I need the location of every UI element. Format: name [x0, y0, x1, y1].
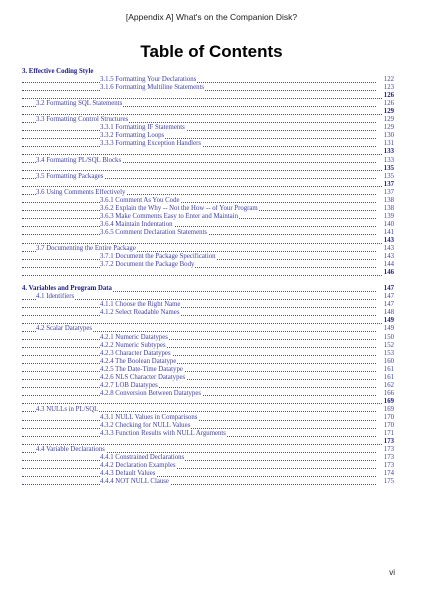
dot-leader — [22, 299, 376, 300]
toc-entry-page: 166 — [383, 389, 394, 397]
toc-entry-title: 4. Variables and Program Data — [22, 285, 112, 293]
dot-leader — [22, 98, 394, 99]
toc-separator-link[interactable] — [22, 108, 394, 116]
toc-entry-page: 170 — [383, 422, 394, 430]
toc-entry-page: 170 — [383, 413, 394, 421]
toc-entry[interactable] — [22, 446, 394, 454]
toc-entry-page: 135 — [383, 172, 394, 180]
toc-entry[interactable] — [22, 245, 394, 253]
dot-leader — [22, 82, 376, 83]
toc-entry-page: 150 — [383, 333, 394, 341]
toc-entry[interactable] — [22, 342, 394, 350]
toc-entry-title: 4.4.4 NOT NULL Clause — [100, 478, 169, 486]
dot-leader — [22, 315, 376, 316]
toc-entry-page: 175 — [383, 478, 394, 486]
page-number: vi — [389, 568, 395, 577]
toc-entry-title: 3.3.2 Formatting Loops — [100, 132, 165, 140]
toc-entry-title: 3.1.5 Formatting Your Declarations — [100, 76, 197, 84]
toc-entry-page: 141 — [383, 228, 394, 236]
toc-entry-page: 130 — [383, 132, 394, 140]
dot-leader — [22, 444, 394, 445]
toc-entry[interactable] — [22, 390, 394, 398]
toc-entry[interactable] — [22, 478, 394, 486]
dot-leader — [22, 243, 394, 244]
toc-entry-title: 4.2.2 Numeric Subtypes — [100, 341, 166, 349]
toc-entry-title: 3.3.1 Formatting IF Statements — [100, 124, 185, 132]
toc-entry[interactable] — [22, 205, 394, 213]
toc-entry-page: 123 — [383, 84, 394, 92]
toc-entry-page: 148 — [383, 309, 394, 317]
dot-leader — [22, 339, 376, 340]
dot-leader — [22, 170, 394, 171]
toc-entry[interactable] — [22, 197, 394, 205]
toc-entry-title: 4.3 NULLs in PL/SQL — [36, 405, 99, 413]
toc-entry-title: 3.3.3 Formatting Exception Handlers — [100, 140, 201, 148]
toc-entry-title: 3.6.2 Explain the Why -- Not the How -- of Your Program — [100, 204, 258, 212]
dot-leader — [22, 355, 376, 356]
toc-entry[interactable] — [22, 253, 394, 261]
toc-entry-page: 146 — [383, 269, 394, 277]
running-header: [Appendix A] What's on the Companion Disk? — [125, 12, 298, 22]
toc-entry-title: 3.2 Formatting SQL Statements — [36, 100, 123, 108]
toc-entry-title: 4.4.1 Constrained Declarations — [100, 454, 185, 462]
dot-leader — [22, 428, 376, 429]
toc-entry-page: 122 — [383, 76, 394, 84]
toc-entry-title: 4.1.2 Select Readable Names — [100, 309, 180, 317]
toc-entry[interactable] — [22, 334, 394, 342]
toc-separator-link[interactable] — [22, 92, 394, 100]
toc-entry-page: 160 — [383, 357, 394, 365]
toc-entry-page: 138 — [383, 204, 394, 212]
dot-leader — [22, 363, 376, 364]
dot-leader — [22, 275, 394, 276]
toc-entry[interactable] — [22, 132, 394, 140]
toc-entry-page: 133 — [383, 156, 394, 164]
toc-separator-link[interactable] — [22, 181, 394, 189]
toc-entry-page: 174 — [383, 470, 394, 478]
toc-entry[interactable] — [22, 366, 394, 374]
toc-entry[interactable] — [22, 157, 394, 165]
toc-entry[interactable] — [22, 68, 394, 76]
toc-entry-title: 3.3 Formatting Control Structures — [36, 116, 129, 124]
toc-entry-title: 3.7 Documenting the Entire Package — [36, 245, 136, 253]
toc-entry-title: 4.3.2 Checking for NULL Values — [100, 422, 191, 430]
table-of-contents — [22, 68, 394, 486]
toc-separator-link[interactable] — [22, 317, 394, 325]
toc-entry-title: 3.6.5 Comment Declaration Statements — [100, 228, 208, 236]
toc-entry-title: 3.6.3 Make Comments Easy to Enter and Maintain — [100, 212, 238, 220]
dot-leader — [22, 307, 376, 308]
toc-entry-page: 169 — [383, 397, 394, 405]
toc-entry[interactable] — [22, 76, 394, 84]
toc-entry-title: 3.1.6 Formatting Multiline Statements — [100, 84, 205, 92]
toc-entry-title: 4.2.5 The Date-Time Datatype — [100, 365, 183, 373]
toc-entry[interactable] — [22, 84, 394, 92]
toc-entry-title: 4.4.3 Default Values — [100, 470, 156, 478]
toc-entry[interactable] — [22, 116, 394, 124]
toc-entry-page: 173 — [383, 438, 394, 446]
toc-entry[interactable] — [22, 382, 394, 390]
page-title: Table of Contents — [140, 42, 283, 61]
toc-entry-title: 3. Effective Coding Style — [22, 68, 94, 75]
toc-entry-page: 126 — [383, 92, 394, 100]
dot-leader — [22, 484, 376, 485]
toc-entry-title: 4.1 Identifiers — [36, 293, 75, 301]
toc-entry[interactable] — [22, 173, 394, 181]
toc-entry-page: 173 — [383, 454, 394, 462]
toc-entry-page: 173 — [383, 446, 394, 454]
toc-entry-page: 139 — [383, 212, 394, 220]
toc-separator-link[interactable] — [22, 237, 394, 245]
toc-entry-title: 3.5 Formatting Packages — [36, 172, 104, 180]
toc-entry-title: 3.7.1 Document the Package Specification — [100, 253, 216, 261]
toc-entry[interactable] — [22, 350, 394, 358]
toc-entry-page: 143 — [383, 236, 394, 244]
toc-separator-link[interactable] — [22, 398, 394, 406]
toc-entry[interactable] — [22, 358, 394, 366]
toc-entry-title: 3.7.2 Document the Package Body — [100, 261, 195, 269]
toc-entry[interactable] — [22, 140, 394, 148]
toc-entry[interactable] — [22, 374, 394, 382]
toc-entry[interactable] — [22, 285, 394, 293]
dot-leader — [22, 267, 376, 268]
toc-entry-page: 152 — [383, 341, 394, 349]
toc-entry-page: 161 — [383, 365, 394, 373]
toc-entry[interactable] — [22, 309, 394, 317]
toc-entry-page: 153 — [383, 349, 394, 357]
toc-entry-title: 4.2.6 NLS Character Datatypes — [100, 373, 186, 381]
toc-entry-page: 129 — [383, 108, 394, 116]
toc-entry-title: 3.6 Using Comments Effectively — [36, 188, 126, 196]
toc-entry-page: 133 — [383, 148, 394, 156]
toc-entry-page: 149 — [383, 325, 394, 333]
toc-entry-title: 4.2.1 Numeric Datatypes — [100, 333, 168, 341]
dot-leader — [22, 403, 394, 404]
toc-entry[interactable] — [22, 189, 394, 197]
toc-entry-page: 171 — [383, 430, 394, 438]
dot-leader — [22, 460, 376, 461]
dot-leader — [22, 476, 376, 477]
toc-separator-link[interactable] — [22, 269, 394, 277]
dot-leader — [22, 347, 376, 348]
toc-separator-link[interactable] — [22, 165, 394, 173]
toc-entry[interactable] — [22, 229, 394, 237]
toc-entry-page: 143 — [383, 245, 394, 253]
toc-entry-page: 147 — [383, 301, 394, 309]
dot-leader — [22, 154, 394, 155]
toc-entry-title: 4.2 Scalar Datatypes — [36, 325, 93, 333]
toc-entry-page: 169 — [383, 405, 394, 413]
toc-entry[interactable] — [22, 100, 394, 108]
dot-leader — [22, 468, 376, 469]
toc-entry-title: 3.6.4 Maintain Indentation — [100, 220, 173, 228]
dot-leader — [22, 371, 376, 372]
dot-leader — [22, 379, 376, 380]
toc-entry-title: 3.6.1 Comment As You Code — [100, 196, 180, 204]
toc-entry[interactable] — [22, 124, 394, 132]
dot-leader — [22, 130, 376, 131]
toc-entry[interactable] — [22, 454, 394, 462]
toc-separator-link[interactable] — [22, 148, 394, 156]
toc-entry-title: 4.2.3 Character Datatypes — [100, 349, 171, 357]
toc-entry[interactable] — [22, 213, 394, 221]
toc-entry[interactable] — [22, 406, 394, 414]
dot-leader — [22, 226, 376, 227]
toc-entry-page: 129 — [383, 124, 394, 132]
toc-entry[interactable] — [22, 325, 394, 333]
toc-entry[interactable] — [22, 261, 394, 269]
toc-entry-page: 161 — [383, 373, 394, 381]
dot-leader — [22, 420, 376, 421]
toc-entry-title: 4.2.8 Conversion Between Datatypes — [100, 389, 201, 397]
toc-entry-page: 140 — [383, 220, 394, 228]
toc-entry-page: 137 — [383, 188, 394, 196]
dot-leader — [22, 114, 394, 115]
toc-entry-page: 137 — [383, 180, 394, 188]
toc-entry-title: 4.4.2 Declaration Examples — [100, 462, 176, 470]
toc-entry-title: 4.2.7 LOB Datatypes — [100, 381, 158, 389]
toc-entry-title: 4.3.1 NULL Values in Comparisons — [100, 413, 198, 421]
toc-entry-page: 173 — [383, 462, 394, 470]
toc-entry-page: 162 — [383, 381, 394, 389]
dot-leader — [22, 138, 376, 139]
dot-leader — [22, 186, 394, 187]
toc-entry[interactable] — [22, 422, 394, 430]
toc-spacer — [22, 277, 394, 285]
toc-entry-page: 131 — [383, 140, 394, 148]
toc-entry-page: 143 — [383, 253, 394, 261]
toc-entry[interactable] — [22, 221, 394, 229]
toc-entry[interactable] — [22, 470, 394, 478]
toc-entry-page: 149 — [383, 317, 394, 325]
toc-entry-title: 3.4 Formatting PL/SQL Blocks — [36, 156, 122, 164]
dot-leader — [22, 202, 376, 203]
toc-entry-page: 144 — [383, 261, 394, 269]
toc-entry-page: 126 — [383, 100, 394, 108]
toc-separator-link[interactable] — [22, 438, 394, 446]
toc-entry[interactable] — [22, 301, 394, 309]
toc-entry-title: 4.2.4 The Boolean Datatype — [100, 357, 177, 365]
toc-entry-page: 138 — [383, 196, 394, 204]
toc-entry-title: 4.3.3 Function Results with NULL Arguments — [100, 430, 226, 438]
toc-entry-page: 147 — [383, 293, 394, 301]
toc-entry[interactable] — [22, 414, 394, 422]
dot-leader — [22, 323, 394, 324]
toc-entry-page: 135 — [383, 164, 394, 172]
toc-entry[interactable] — [22, 462, 394, 470]
toc-entry-page: 147 — [383, 285, 394, 293]
toc-entry-title: 4.1.1 Choose the Right Name — [100, 301, 181, 309]
toc-entry[interactable] — [22, 293, 394, 301]
toc-entry-title: 4.4 Variable Declarations — [36, 446, 105, 454]
dot-leader — [22, 387, 376, 388]
toc-entry-page: 129 — [383, 116, 394, 124]
toc-entry[interactable] — [22, 430, 394, 438]
